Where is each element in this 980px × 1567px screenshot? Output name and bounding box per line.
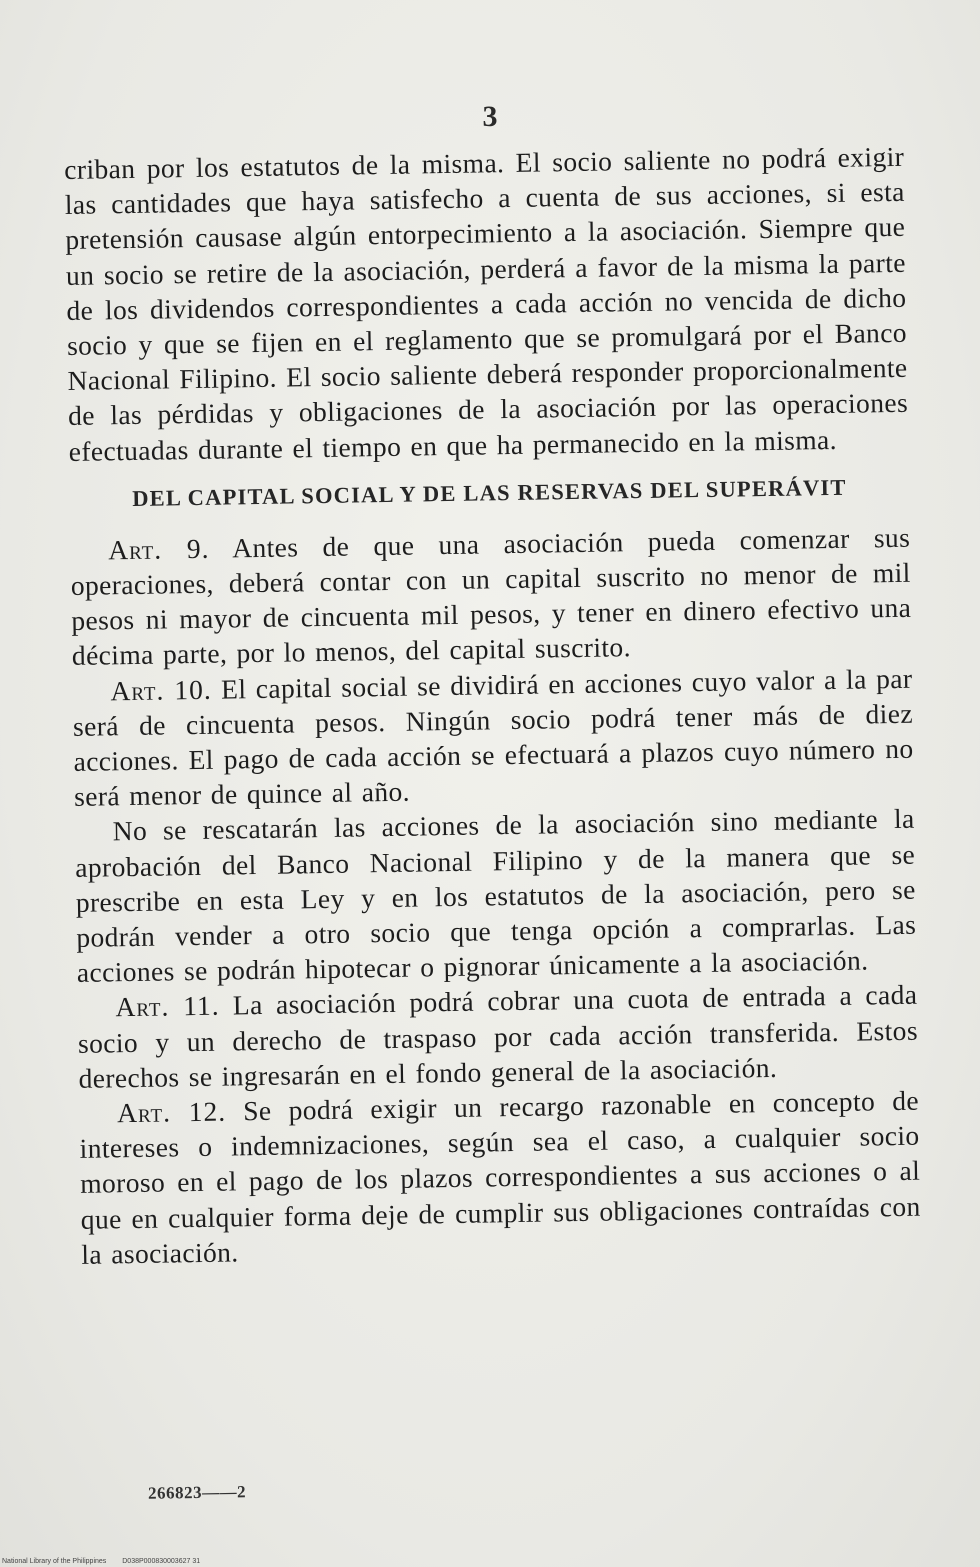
printer-signature-mark: 266823——2	[147, 1482, 247, 1503]
article-9-paragraph	[70, 520, 912, 674]
article-text: El capital social se dividirá en acciones cuyo valor a la par será de cincuenta pesos. Ningún socio podrá tener más de diez acciones. El pago de cada acción se efectuará a plazos cuyo número no será menor de quince al año.	[72, 662, 914, 813]
article-text: Se podrá exigir un recargo razonable en concepto de intereses o indemnizaciones, según sea el caso, a cualquier socio moroso en el pago de los plazos correspondientes a sus acciones o al que en cualquier forma deje de cumplir sus obligaciones contraídas con la asociación.	[79, 1084, 921, 1270]
article-label: Art. 10.	[110, 673, 212, 706]
footer-code: D038P000830003627 31	[122, 1558, 201, 1565]
article-10-continuation-paragraph	[74, 801, 917, 990]
article-text: No se rescatarán las acciones de la asociación sino mediante la aprobación del Banco Nacional Filipino y de la manera que se prescribe en esta Ley y en los estatutos de la asociación, pero se podrán vender a otro socio que tenga opción a comprarlas. Las acciones se podrán hipotecar o pignorar únicamente a la asociación.	[74, 803, 917, 989]
article-12-paragraph	[79, 1083, 922, 1272]
article-text: Antes de que una asociación pueda comenzar sus operaciones, deberá contar con un capital suscrito no menor de mil pesos ni mayor de cincuenta mil pesos, y tener en dinero efectivo una décima parte, por lo menos, del capital suscrito.	[70, 521, 912, 672]
scan-footer	[2, 1558, 214, 1565]
article-label: Art. 12.	[116, 1095, 227, 1129]
body-text	[64, 139, 921, 1272]
article-text: La asociación podrá cobrar una cuota de entrada a cada socio y un derecho de traspaso por cada acción transferida. Estos derechos se ingresarán en el fondo general de la asociación.	[77, 979, 919, 1094]
article-label: Art. 9.	[108, 532, 210, 566]
footer-library: National Library of the Philippines	[2, 1558, 107, 1565]
continuation-paragraph: criban por los estatutos de la misma. El socio saliente no podrá exigir las cantidades que haya satisfecho a cuenta de sus acciones, si esta pretensión causase algún entorpecimiento a la asociación. Siempre que un socio se retire de la asociación, perderá a favor de la misma la parte de los dividendos correspondientes a cada acción no vencida de dicho socio y que se fijen en el reglamento que se promulgará por el Banco Nacional Filipino. El socio saliente deberá responder proporcionalmente de las pérdidas y obligaciones de la asociación por las operaciones efectuadas durante el tiempo en que ha permanecido en la misma.	[64, 140, 909, 467]
article-11-paragraph	[77, 977, 919, 1096]
section-heading: DEL CAPITAL SOCIAL Y DE LAS RESERVAS DEL SUPERÁVIT	[132, 474, 847, 511]
article-label: Art. 11.	[115, 990, 220, 1023]
article-10-paragraph	[72, 660, 914, 814]
page-number: 3	[482, 100, 498, 133]
